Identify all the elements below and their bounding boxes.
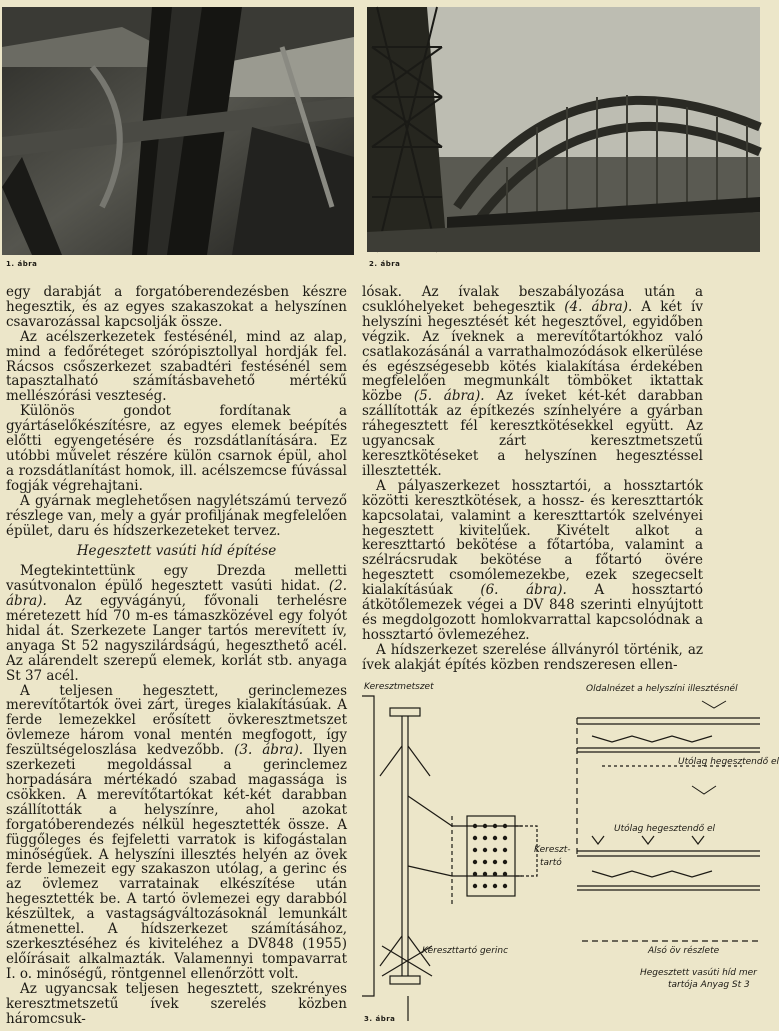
figure-reference: (2. ábra). xyxy=(6,578,347,610)
paragraph: A hídszerkezet szerelése állványról történik, az ívek alakját építés közben rendszeresen ellen- xyxy=(362,641,703,673)
paragraph-text: A két ív helyszíni hegesztését két hegesztővel, egyidőben végzik. Az íveknek a merevítőtartókhoz való csatlakozásánál a varrathalmozódások elkerülése és egészségesebb kötés kialakítása érdekében megfelelően megmunkált tömböket iktattak közbe xyxy=(362,298,703,405)
label-oldalnezet: Oldalnézet a helyszíni illesztésnél xyxy=(586,684,738,694)
paragraph-text: A hossztartó átkötőlemezek végei a DV 848 szerinti elnyújtott és megdolgozott homlokvarrattal kapcsolódnak a hossztartó övlemezéhez. xyxy=(362,582,703,643)
figure-1-photo xyxy=(2,7,354,255)
figure-2-caption: 2. ábra xyxy=(369,260,401,268)
paragraph xyxy=(6,684,347,982)
section-heading: Hegesztett vasúti híd építése xyxy=(76,543,277,560)
paragraph-text: Megtekintettünk egy Drezda melletti vasútvonalon épülő hegesztett vasúti hidat. xyxy=(6,563,347,595)
paragraph: Az acélszerkezetek festésénél, mind az alap, mind a fedőréteget szórópisztollyal hordják fel. Rácsos csőszerkezet szabadtéri festésénél sem tapasztalható számításbavehető mértékű mellészórási veszteség. xyxy=(6,328,347,405)
paragraph: Különös gondot fordítanak a gyártáselőkészítésre, az egyes elemek beépítés előtti egyengetésére és rozsdátlanítására. Ez utóbbi művelet részére külön csarnok épül, ahol a rozsdátlanítást homok, ill. acélszemcse fúvással fogják végrehajtani. xyxy=(6,403,347,494)
label-keresztmetszet: Keresztmetszet xyxy=(364,682,434,692)
paragraph-text: lósak. Az ívalak beszabályozása után a csuklóhelyeket behegesztik xyxy=(362,284,703,315)
paragraph-text: Az íveket két-két darabban szállították az építkezés színhelyére a gyárban ráhegesztett fél keresztkötésekkel együtt. Az ugyancsak zárt keresztmetszetű keresztkötéseket a helyszínen hegesztéssel illesztették. xyxy=(362,388,703,479)
label-kereszttarto-2: tartó xyxy=(540,858,562,868)
label-utolag-2: Utólag hegesztendő el xyxy=(614,824,716,834)
paragraph-text: Az egyvágányú, fővonali terhelésre méretezett híd 70 m-es támaszközével egy folyót hidal át. Szerkezete Langer tartós merevített ív, anyaga St 52 nagyszilárdságú, hegeszthető acél. Az alárendelt szerepű elemek, korlát stb. anyaga St 37 acél. xyxy=(6,593,348,684)
figure-3-drawing xyxy=(362,676,779,1021)
figure-reference: (3. ábra). xyxy=(234,742,304,759)
paragraph: egy darabját a forgatóberendezésben készre hegesztik, és az egyes szakaszokat a helyszínen csavarozással kapcsolják össze. xyxy=(6,284,347,330)
label-kereszttarto-gerinc: Kereszttartó gerinc xyxy=(422,946,509,956)
label-also-ov: Alsó öv részlete xyxy=(648,946,720,956)
paragraph: Az ugyancsak teljesen hegesztett, szekrényes keresztmetszetű ívek szerelés közben háromcsuk- xyxy=(6,980,347,1027)
figure-2-photo xyxy=(367,7,760,252)
paragraph-text: A teljesen hegesztett, gerinclemezes merevítőtartók övei zárt, üreges kialakításúak. A ferde lemezekkel erősített övkeresztmetszet övlemeze három vonal mentén megfogott, így feszültségeloszlása kedvezőbb. xyxy=(6,682,347,759)
paragraph xyxy=(362,285,703,479)
paragraph xyxy=(6,564,347,683)
right-text-column xyxy=(362,285,703,673)
label-hegesztett-2: tartója Anyag St 3 xyxy=(668,980,750,990)
figure-reference: (4. ábra). xyxy=(564,298,633,315)
left-text-column xyxy=(6,285,347,1026)
label-hegesztett-1: Hegesztett vasúti híd mer xyxy=(640,968,757,978)
figure-3-caption: 3. ábra xyxy=(364,1015,396,1023)
label-kereszttarto-1: Kereszt- xyxy=(534,845,571,855)
figure-1-caption: 1. ábra xyxy=(6,260,38,268)
label-utolag-1: Utólag hegesztendő el xyxy=(678,757,779,767)
paragraph: A gyárnak meglehetősen nagylétszámú tervező részlege van, mely a gyár profiljának megfelelően épület, daru és hídszerkezeteket tervez. xyxy=(6,492,347,539)
figure-reference: (5. ábra). xyxy=(413,388,485,405)
figure-reference: (6. ábra). xyxy=(480,582,567,599)
paragraph xyxy=(362,479,703,643)
paragraph-text: Ilyen szerkezeti megoldással a gerinclemez horpadására mértékadó szabad magassága is csökken. A merevítőtartókat két-két darabban szállították a helyszínre, ahol azokat forgatóberendezés nélkül hegesztették össze. A függőleges és fejfeletti varratok is kifogástalan minőségűek. A helyszíni illesztés helyén az övek ferde lemezeit egy szakaszon utólag, a gerinc és az övlemez varratainak elkészítése után hegesztették be. A tartó övlemezei egy darabból készültek, a vastagságváltozásoknál lemunkált átmenettel. A hídszerkezet számításához, szerkesztéséhez és kiviteléhez a DV848 (1955) előírásait alkalmazták. Valamennyi tompavarrat I. o. minőségű, röntgennel ellenőrzött volt. xyxy=(6,742,347,982)
paragraph-text: A pályaszerkezet hossztartói, a hossztartók közötti keresztkötések, a hossz- és kereszttartók kapcsolatai, valamint a kereszttartók szelvényei hegesztett kivitelűek. Kivételt alkot a kereszttartó bekötése a főtartóba, valamint a szélrácsrudak bekötése a főtartó övére hegesztett csomólemezekbe, ezek szegecselt kialakításúak xyxy=(362,477,703,599)
